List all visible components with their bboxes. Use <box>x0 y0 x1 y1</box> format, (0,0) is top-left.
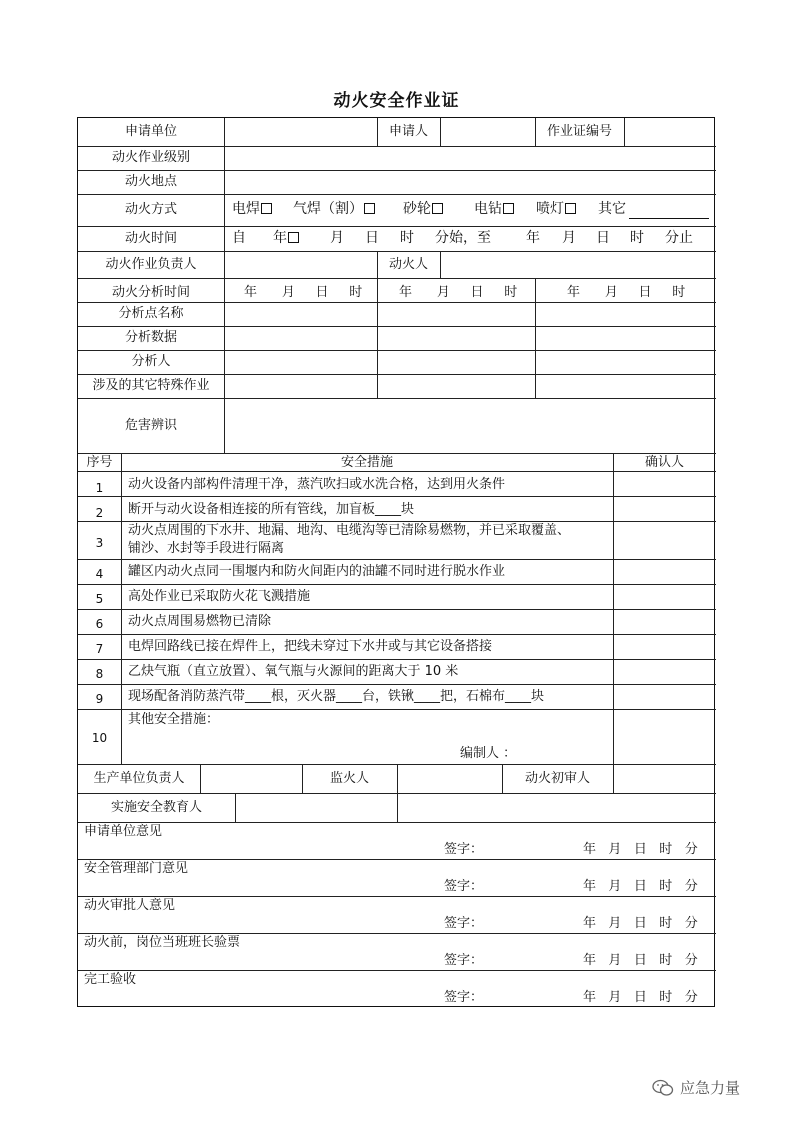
year-text: 年 <box>583 953 597 968</box>
checkbox-icon[interactable] <box>288 232 299 243</box>
time-hour: 时 <box>400 230 414 246</box>
col-measure-header: 安全措施 <box>340 455 393 470</box>
location-label: 动火地点 <box>124 174 177 189</box>
measure-text: 罐区内动火点同一围堰内和防火间距内的油罐不同时进行脱水作业 <box>128 564 506 579</box>
row-line <box>78 146 716 147</box>
col-line <box>535 278 536 398</box>
operator-label: 动火人 <box>388 257 428 272</box>
method-label: 动火方式 <box>124 202 177 217</box>
sign-date <box>583 953 698 969</box>
checkbox-icon[interactable] <box>364 203 375 214</box>
analysis-time-2 <box>399 285 517 301</box>
row-line <box>78 859 716 860</box>
measure-text: 断开与动火设备相连接的所有管线，加盲板____块 <box>128 502 415 517</box>
educator-label: 实施安全教育人 <box>110 800 202 815</box>
row-line <box>78 251 716 252</box>
col-line <box>200 764 201 793</box>
col-line <box>224 118 225 453</box>
day-text: 日 <box>633 879 647 894</box>
time-year-text: 年 <box>273 230 287 246</box>
analysis-time-label: 动火分析时间 <box>111 285 190 300</box>
day-text: 日 <box>633 953 647 968</box>
method-torch-text: 喷灯 <box>536 201 564 217</box>
hour-text: 时 <box>659 879 673 894</box>
row-line <box>78 634 716 635</box>
analysis-time-3 <box>567 285 685 301</box>
opinion-label: 完工验收 <box>84 972 137 987</box>
measure-text-line2: 铺沙、水封等手段进行隔离 <box>128 541 285 556</box>
year-text: 年 <box>583 916 597 931</box>
col-line <box>397 764 398 793</box>
col-line <box>613 453 614 764</box>
opinion-label: 动火审批人意见 <box>84 898 176 913</box>
method-option-other: 其它 <box>598 201 626 217</box>
row-line <box>78 970 716 971</box>
row-line <box>78 170 716 171</box>
analysis-data-label: 分析数据 <box>124 330 177 345</box>
first-review-label: 动火初审人 <box>524 771 590 786</box>
minute-text: 分 <box>684 990 698 1005</box>
time-from: 自 <box>232 230 246 246</box>
time-start: 分始，至 <box>435 230 491 246</box>
year-text: 年 <box>583 879 597 894</box>
sign-date <box>583 990 698 1006</box>
applicant-unit-label: 申请单位 <box>124 124 177 139</box>
sign-label: 签字： <box>444 990 484 1005</box>
hazard-label: 危害辨识 <box>124 418 177 433</box>
minute-text: 分 <box>684 879 698 894</box>
col-confirm-header: 确认人 <box>644 455 684 470</box>
sign-label: 签字： <box>444 842 484 857</box>
time-month: 月 <box>330 230 344 246</box>
measure-no: 1 <box>95 481 104 495</box>
measure-no: 9 <box>95 692 104 706</box>
col-line <box>440 251 441 278</box>
hour-text: 时 <box>504 285 518 300</box>
hour-text: 时 <box>672 285 686 300</box>
time-year-end: 年 <box>526 230 540 246</box>
measure-text: 高处作业已采取防火花飞溅措施 <box>128 589 311 604</box>
analysis-time-1 <box>244 285 362 301</box>
fire-watch-label: 监火人 <box>329 771 369 786</box>
measure-text: 动火点周围易燃物已清除 <box>128 614 272 629</box>
time-end: 分止 <box>665 230 693 246</box>
measure-no: 5 <box>95 592 104 606</box>
row-line <box>78 521 716 522</box>
checkbox-icon[interactable] <box>261 203 272 214</box>
measure-no: 10 <box>91 731 108 745</box>
watermark <box>652 1077 740 1098</box>
row-line <box>78 709 716 710</box>
measure-no: 3 <box>95 536 104 550</box>
permit-number-label: 作业证编号 <box>546 124 612 139</box>
measure-text: 动火设备内部构件清理干净，蒸汽吹扫或水洗合格，达到用火条件 <box>128 477 506 492</box>
sign-date <box>583 916 698 932</box>
day-text: 日 <box>633 916 647 931</box>
col-line <box>377 278 378 398</box>
day-text: 日 <box>633 842 647 857</box>
watermark-text: 应急力量 <box>680 1079 741 1097</box>
sign-label: 签字： <box>444 953 484 968</box>
method-option-weld[interactable] <box>232 201 273 217</box>
supervisor-label: 动火作业负责人 <box>105 257 197 272</box>
row-line <box>78 496 716 497</box>
col-line <box>397 793 398 822</box>
row-line <box>78 822 716 823</box>
year-text: 年 <box>583 990 597 1005</box>
row-line <box>78 302 716 303</box>
year-text: 年 <box>244 285 258 300</box>
col-line <box>235 793 236 822</box>
time-day: 日 <box>365 230 379 246</box>
col-line <box>440 118 441 146</box>
measure-no: 2 <box>95 506 104 520</box>
checkbox-icon[interactable] <box>503 203 514 214</box>
method-drill-text: 电钻 <box>474 201 502 217</box>
hour-text: 时 <box>659 842 673 857</box>
row-line <box>78 398 716 399</box>
col-line <box>613 764 614 793</box>
compiler-label: 编制人 ： <box>460 746 517 761</box>
row-line <box>78 350 716 351</box>
wechat-icon <box>652 1079 674 1097</box>
hour-text: 时 <box>659 916 673 931</box>
row-line <box>78 471 716 472</box>
measure-text: 乙炔气瓶（直立放置）、氧气瓶与火源间的距离大于 10 米 <box>128 664 459 679</box>
month-text: 月 <box>608 842 622 857</box>
sign-date <box>583 879 698 895</box>
time-label: 动火时间 <box>124 231 177 246</box>
permit-form <box>77 117 715 1007</box>
row-line <box>78 684 716 685</box>
opinion-label: 安全管理部门意见 <box>84 861 189 876</box>
row-line <box>78 933 716 934</box>
minute-text: 分 <box>684 953 698 968</box>
sign-label: 签字： <box>444 879 484 894</box>
row-line <box>78 896 716 897</box>
sign-label: 签字： <box>444 916 484 931</box>
year-text: 年 <box>583 842 597 857</box>
time-month-end: 月 <box>562 230 576 246</box>
row-line <box>78 278 716 279</box>
year-text: 年 <box>399 285 413 300</box>
row-line <box>78 194 716 195</box>
month-text: 月 <box>608 916 622 931</box>
measure-no: 7 <box>95 642 104 656</box>
col-line <box>121 453 122 764</box>
row-line <box>78 374 716 375</box>
method-gas-text: 气焊（割） <box>293 201 363 217</box>
row-line <box>78 326 716 327</box>
row-line <box>78 226 716 227</box>
day-text: 日 <box>315 285 329 300</box>
minute-text: 分 <box>684 916 698 931</box>
measure-no: 4 <box>95 567 104 581</box>
month-text: 月 <box>608 879 622 894</box>
minute-text: 分 <box>684 842 698 857</box>
hour-text: 时 <box>349 285 363 300</box>
checkbox-icon[interactable] <box>565 203 576 214</box>
day-text: 日 <box>633 990 647 1005</box>
unit-leader-label: 生产单位负责人 <box>93 771 185 786</box>
analyst-label: 分析人 <box>131 354 171 369</box>
day-text: 日 <box>470 285 484 300</box>
measure-text: 电焊回路线已接在焊件上，把线未穿过下水井或与其它设备搭接 <box>128 639 493 654</box>
analysis-point-label: 分析点名称 <box>118 306 184 321</box>
month-text: 月 <box>436 285 450 300</box>
hour-text: 时 <box>659 953 673 968</box>
opinion-label: 申请单位意见 <box>84 824 163 839</box>
method-option-torch[interactable] <box>536 201 577 217</box>
special-work-label: 涉及的其它特殊作业 <box>92 378 210 393</box>
method-weld-text: 电焊 <box>232 201 260 217</box>
time-day-end: 日 <box>596 230 610 246</box>
opinion-label: 动火前，岗位当班班长验票 <box>84 935 241 950</box>
checkbox-icon[interactable] <box>432 203 443 214</box>
measure-text: 动火点周围的下水井、地漏、地沟、电缆沟等已清除易燃物，并已采取覆盖、 <box>128 523 571 538</box>
time-year <box>273 230 300 246</box>
row-line <box>78 453 716 454</box>
year-text: 年 <box>567 285 581 300</box>
measure-no: 8 <box>95 667 104 681</box>
method-option-drill[interactable] <box>474 201 515 217</box>
measure-text: 现场配备消防蒸汽带____根，灭火器____台，铁锹____把，石棉布____块 <box>128 689 545 704</box>
method-grind-text: 砂轮 <box>403 201 431 217</box>
time-hour-end: 时 <box>630 230 644 246</box>
row-line <box>78 609 716 610</box>
page-title: 动火安全作业证 <box>333 91 460 111</box>
method-option-gas[interactable] <box>293 201 376 217</box>
applicant-label: 申请人 <box>388 124 428 139</box>
day-text: 日 <box>638 285 652 300</box>
measure-no: 6 <box>95 617 104 631</box>
other-method-underline[interactable] <box>629 218 709 219</box>
row-line <box>78 584 716 585</box>
col-no-header: 序号 <box>86 455 113 470</box>
hour-text: 时 <box>659 990 673 1005</box>
col-line <box>624 118 625 146</box>
month-text: 月 <box>608 990 622 1005</box>
month-text: 月 <box>281 285 295 300</box>
method-option-grind[interactable] <box>403 201 444 217</box>
sign-date <box>583 842 698 858</box>
row-line <box>78 559 716 560</box>
measure-text: 其他安全措施： <box>128 712 220 727</box>
level-label: 动火作业级别 <box>111 150 190 165</box>
row-line <box>78 659 716 660</box>
month-text: 月 <box>608 953 622 968</box>
month-text: 月 <box>604 285 618 300</box>
